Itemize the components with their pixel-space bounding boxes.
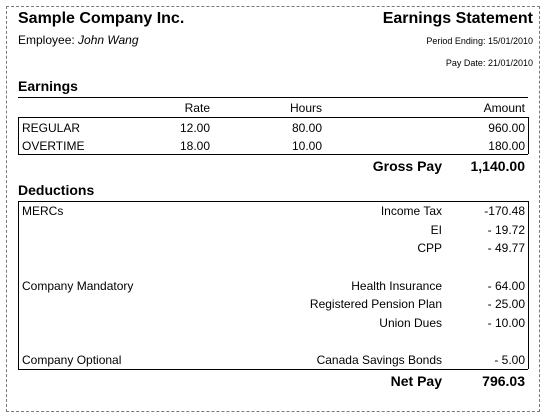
earnings-section-title: Earnings — [18, 78, 78, 94]
deductions-left-rule — [18, 201, 19, 369]
period-ending: Period Ending: 15/01/2010 — [426, 36, 533, 46]
deductions-right-rule — [528, 201, 529, 369]
deduction-ei-label: EI — [430, 223, 442, 237]
deduction-cpp-amount: - 49.77 — [487, 241, 525, 255]
net-pay-value: 796.03 — [482, 373, 525, 389]
deduction-group-mercs: MERCs — [22, 204, 64, 218]
deduction-group-company-optional: Company Optional — [22, 353, 122, 367]
earnings-header-rate: Rate — [184, 101, 210, 115]
deduction-health-insurance-amount: - 64.00 — [487, 279, 525, 293]
deduction-savings-bonds-amount: - 5.00 — [494, 353, 525, 367]
earnings-row-overtime-rate: 18.00 — [179, 139, 210, 153]
deduction-ei-amount: - 19.72 — [487, 223, 525, 237]
deductions-section-title: Deductions — [18, 182, 95, 198]
net-pay-label: Net Pay — [390, 373, 442, 389]
earnings-header-divider — [18, 117, 528, 118]
earnings-header-hours: Hours — [289, 101, 322, 115]
earnings-row-overtime-amount: 180.00 — [488, 139, 525, 153]
deduction-cpp-label: CPP — [417, 241, 442, 255]
gross-pay-label: Gross Pay — [372, 158, 442, 174]
earnings-right-rule — [528, 117, 529, 154]
employee-label: Employee: — [18, 33, 75, 47]
employee-line — [18, 33, 139, 47]
deductions-bottom-rule — [18, 369, 528, 370]
deduction-income-tax-label: Income Tax — [380, 204, 442, 218]
earnings-row-regular-type: REGULAR — [22, 121, 81, 135]
earnings-row-regular-amount: 960.00 — [488, 121, 525, 135]
gross-pay-value: 1,140.00 — [470, 158, 525, 174]
statement-title: Earnings Statement — [382, 10, 533, 27]
earnings-row-regular-rate: 12.00 — [179, 121, 210, 135]
deduction-health-insurance-label: Health Insurance — [351, 279, 442, 293]
earnings-divider — [18, 97, 528, 98]
deduction-group-company-mandatory: Company Mandatory — [22, 279, 134, 293]
deduction-union-dues-amount: - 10.00 — [487, 316, 525, 330]
earnings-row-overtime-type: OVERTIME — [22, 139, 85, 153]
earnings-bottom-rule — [18, 154, 528, 155]
earnings-header-amount: Amount — [483, 101, 525, 115]
employee-name: John Wang — [78, 33, 139, 47]
company-name: Sample Company Inc. — [18, 10, 185, 27]
earnings-row-overtime-hours: 10.00 — [291, 139, 322, 153]
deduction-pension-amount: - 25.00 — [487, 297, 525, 311]
deduction-pension-label: Registered Pension Plan — [309, 297, 442, 311]
pay-date: Pay Date: 21/01/2010 — [445, 58, 533, 68]
deduction-savings-bonds-label: Canada Savings Bonds — [316, 353, 442, 367]
deduction-union-dues-label: Union Dues — [379, 316, 442, 330]
earnings-left-rule — [18, 117, 19, 154]
deductions-divider — [18, 201, 528, 202]
earnings-row-regular-hours: 80.00 — [291, 121, 322, 135]
deduction-income-tax-amount: -170.48 — [484, 204, 525, 218]
